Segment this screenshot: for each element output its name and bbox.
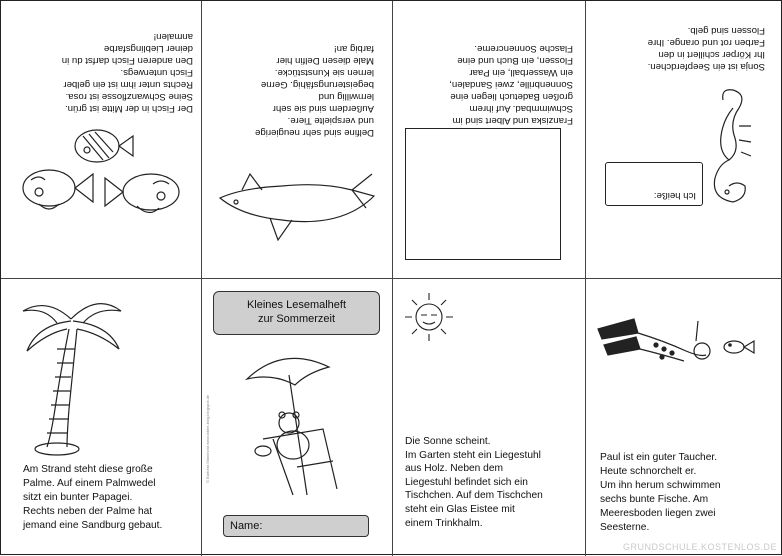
- drawing-box: [405, 128, 561, 260]
- palm-text: Am Strand steht diese große Palme. Auf einem Palmwedel sitzt ein bunter Papagei. Rechts neben der Palme hat jemand eine Sandburg gebaut.: [23, 464, 163, 531]
- pool-text: Franziska und Albert sind im Schwimmbad. Auf ihrem großen Badetuch liegen eine Sonnenbrille, zwei Sandalen, ein Wasserball, ein Paar Flossen, ein Buch und eine Flasche Sonnencreme.: [449, 43, 573, 126]
- panel-dolphin: [201, 1, 392, 278]
- name-label: Name:: [230, 520, 263, 532]
- fish-text: Der Fisch in der Mitte ist grün. Seine Schwanzflosse ist rosa. Rechts unter ihm ist ein gelber Fisch unterwegs. Den anderen Fisch darfst du in deiner Lieblingsfarbe anmalen!: [61, 31, 193, 114]
- diver-text: Paul ist ein guter Taucher. Heute schnorchelt er. Um ihn herum schwimmen sechs bunte Fische. Am Meeresboden liegen zwei Seesterne.: [600, 452, 721, 533]
- watermark: GRUNDSCHULE.KOSTENLOS.DE: [622, 542, 777, 552]
- name-field[interactable]: [223, 515, 369, 537]
- speech-bubble: [605, 162, 703, 206]
- panel-seahorse: [585, 1, 782, 278]
- dolphin-icon: [212, 158, 382, 248]
- panel-diver: [586, 279, 782, 556]
- cover-title: Kleines Lesemalheft zur Sommerzeit: [213, 291, 380, 335]
- panel-palm: [1, 279, 201, 556]
- seahorse-icon: [693, 82, 763, 212]
- panel-pool: [392, 1, 585, 278]
- copyright-line: © Barbara Mannhold www.labbe-blog.blogspot.de: [205, 394, 210, 483]
- palm-tree-icon: [17, 289, 127, 457]
- sun-text: Die Sonne scheint. Im Garten steht ein Liegestuhl aus Holz. Neben dem Liegestuhl befindet sich ein Tischchen. Auf dem Tischchen steht ein Glas Eistee mit einem Trinkhalm.: [405, 436, 543, 529]
- seahorse-text: Sonja ist ein Seepferdchen. Ihr Körper schillert in den Farben rot und orange. Ihre Flossen sind gelb.: [647, 25, 765, 72]
- speech-bubble-label: Ich heiße:: [653, 190, 696, 201]
- diver-icon: [594, 315, 764, 377]
- panel-fish: [1, 1, 201, 278]
- panel-sun: [393, 279, 585, 556]
- sun-icon: [401, 291, 457, 343]
- dolphin-text: Delfine sind sehr neugierige und verspielte Tiere. Außerdem sind sie sehr lernwillig und begeisterungsfähig. Gerne lernen sie Kunststücke. Male diesen Delfin hier farbig an!: [255, 43, 374, 138]
- beach-chair-bear-icon: [233, 349, 373, 499]
- fish-icon: [9, 118, 189, 228]
